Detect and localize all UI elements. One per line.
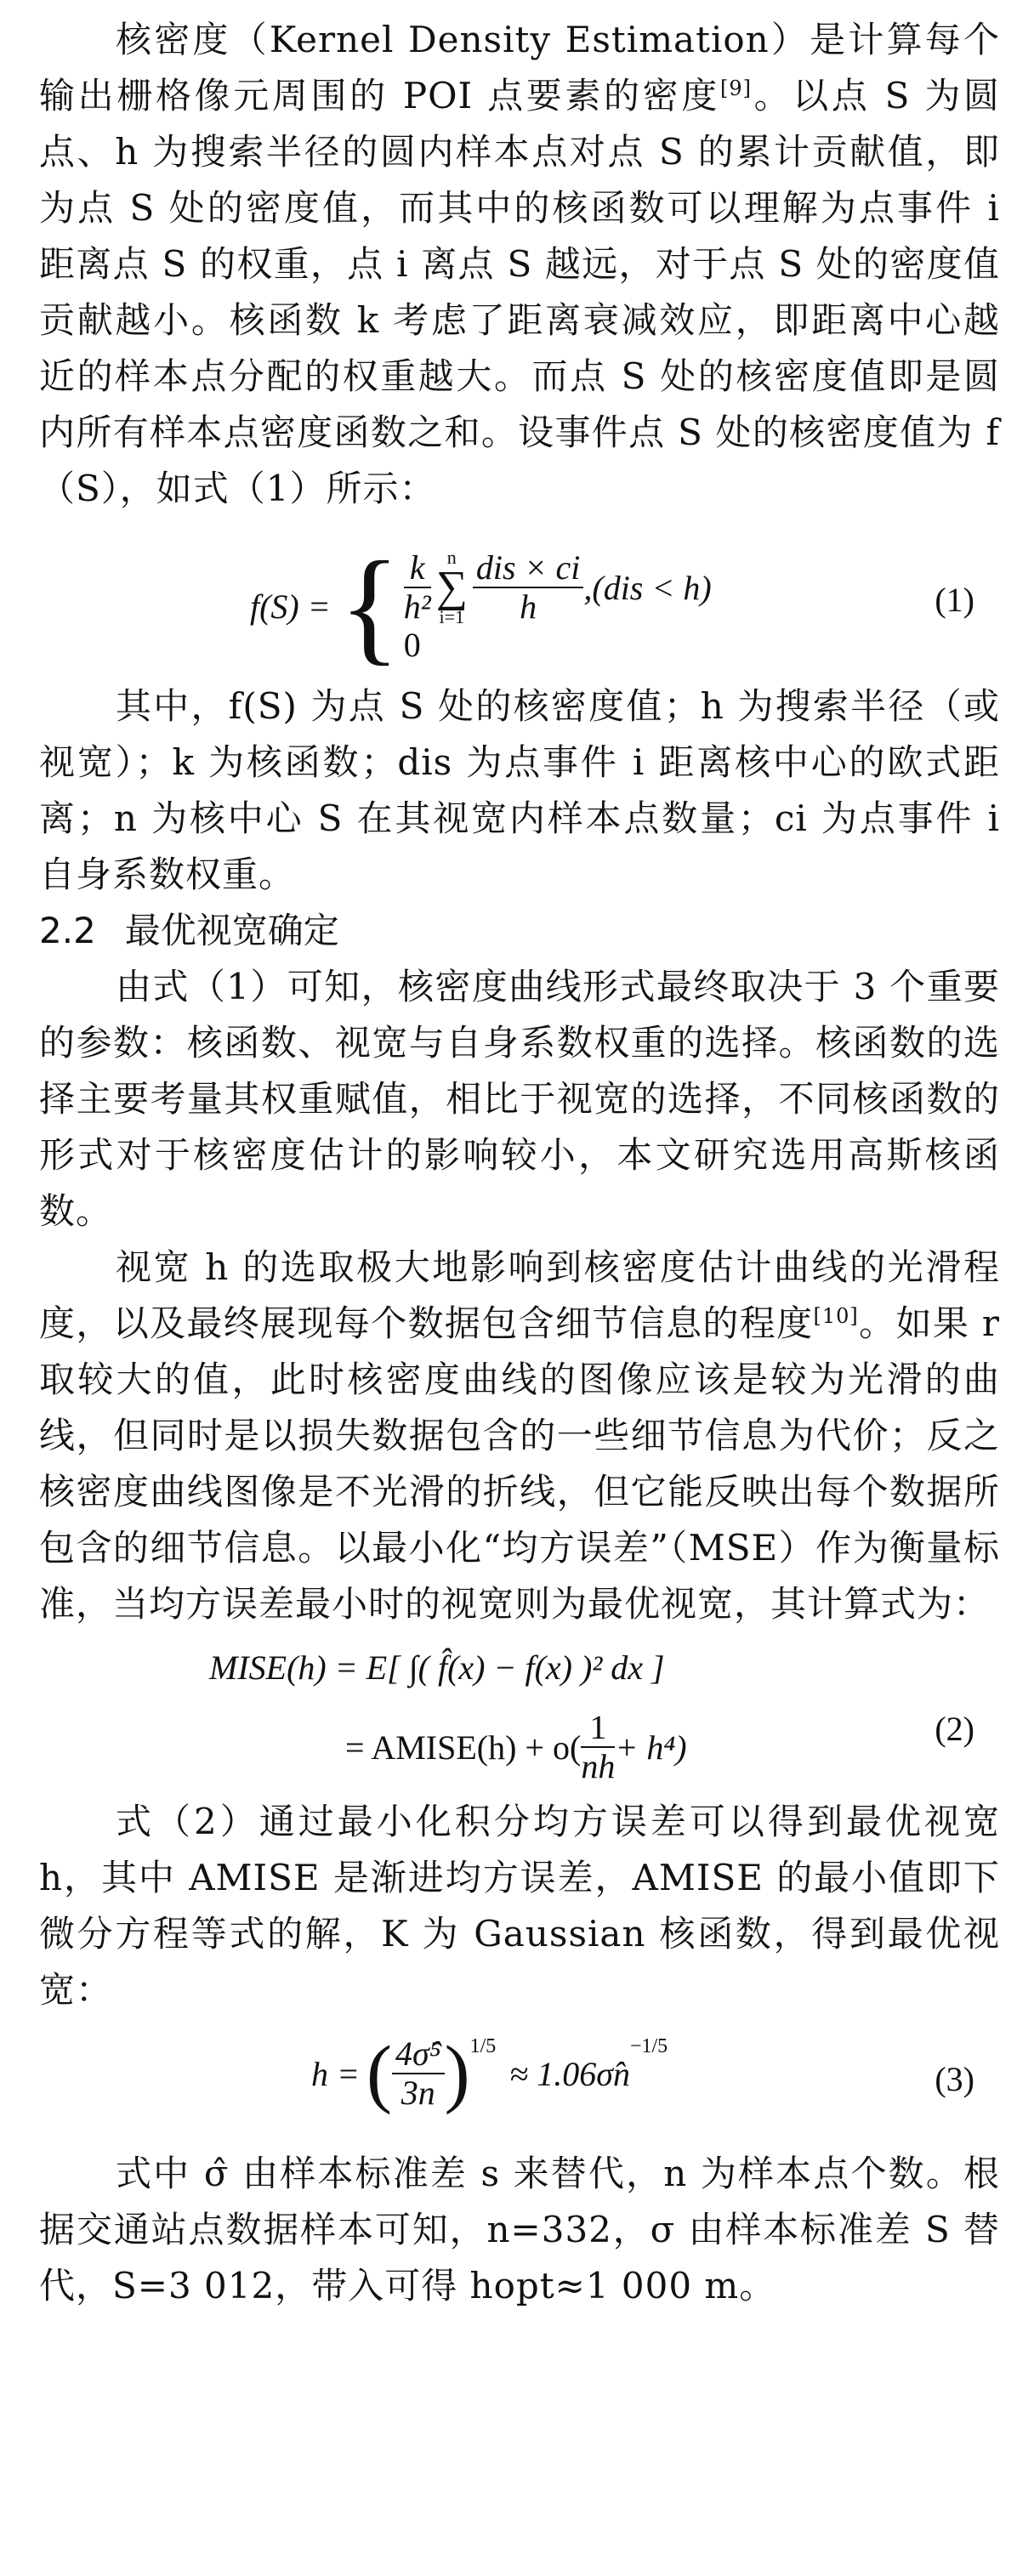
section-heading-2-2 [39, 903, 1000, 959]
eq1-zero-case: 0 [403, 626, 421, 664]
text-kde-intro: 核密度（Kernel Density Estimation）是计算每个输出栅格像元周围的 POI 点要素的密度 [39, 19, 1000, 116]
eq2-line-1: MISE(h) = E[ ∫( f̂(x) − f(x) )² dx ] [209, 1648, 665, 1687]
eq3-rhs-exponent: −1/5 [629, 2035, 668, 2057]
text-kde-definition: 。以点 S 为圆点、h 为搜索半径的圆内样本点对点 S 的累计贡献值，即为点 S 处的密度值，而其中的核函数可以理解为点事件 i 距离点 S 的权重，点 i 离点 S 越远，对于点 S 处的密度值贡献越小。核函数 k 考虑了距离衰减效应，即距离中心越近的样本点分配的权重越大。而点 S 处的核密度值即是圆内所有样本点密度函数之和。设事件点 S 处的核密度值为 f（S），如式（1）所示： [39, 75, 1000, 509]
section-number: 2.2 [39, 910, 96, 951]
equation-3-number: (3) [935, 2060, 974, 2098]
eq3-right-paren: ) [444, 2031, 470, 2115]
citation-9: [9] [719, 77, 752, 100]
eq2-one-over-nh: $\frac{1}{nh}$ [581, 1708, 616, 1785]
equation-3 [39, 2018, 1000, 2146]
eq3-lhs: h = [311, 2054, 360, 2093]
citation-10: [10] [813, 1304, 859, 1328]
paragraph-conclusion: 式中 σ̂ 由样本标准差 s 来替代，n 为样本点个数。根据交通站点数据样本可知，n=332，σ 由样本标准差 S 替代，S=3 012，带入可得 hopt≈1 000 m。 [39, 2153, 1000, 2306]
eq2-h4-term: + h⁴) [615, 1728, 687, 1767]
eq3-fraction: $\frac{\text{4σ̂⁵}}{3n}$ [392, 2035, 445, 2112]
eq3-left-paren: ( [366, 2031, 392, 2115]
eq2-amise: = AMISE(h) + o( [345, 1728, 582, 1767]
equation-2 [39, 1632, 1000, 1794]
eq1-k-over-h2: $\frac{k}{\text{h²}}$ [403, 548, 431, 626]
paragraph-parameters: 由式（1）可知，核密度曲线形式最终取决于 3 个重要的参数：核函数、视宽与自身系数权重的选择。核函数的选择主要考量其权重赋值，相比于视宽的选择，不同核函数的形式对于核密度估计的影响较小，本文研究选用高斯核函数。 [39, 966, 1000, 1232]
text-bandwidth-a: 视宽 h 的选取极大地影响到核密度估计曲线的光滑程度，以及最终展现每个数据包含细节信息的程度 [39, 1246, 1000, 1344]
eq2-line-2 [345, 1709, 687, 1785]
paragraph-eq1-explanation: 其中，f(S) 为点 S 处的核密度值；h 为搜索半径（或视宽）；k 为核函数；dis 为点事件 i 距离核中心的欧式距离；n 为核中心 S 在其视宽内样本点数量；ci 为点事件 i 自身系数权重。 [39, 685, 1000, 895]
paper-page [39, 12, 1000, 2314]
equation-1 [39, 517, 1000, 678]
equation-2-number: (2) [935, 1710, 974, 1748]
eq1-condition: ,(dis < h) [583, 568, 712, 607]
eq1-sum: n ∑ i=1 [435, 547, 468, 627]
eq1-brace: { [338, 536, 401, 677]
eq3-exponent: 1/5 [469, 2035, 497, 2057]
eq1-fraction: $\frac{\text{dis × ci}}{h}$ [473, 549, 584, 626]
text-bandwidth-b: 。如果 r 取较大的值，此时核密度曲线的图像应该是较为光滑的曲线，但同时是以损失数据包含的一些细节信息为代价；反之核密度曲线图像是不光滑的折线，但它能反映出每个数据所包含的细节信息。以最小化“均方误差”（MSE）作为衡量标准，当均方误差最小时的视宽则为最优视宽，其计算式为： [39, 1302, 1000, 1625]
eq1-lhs: f(S) = [250, 587, 331, 626]
paragraph-bandwidth [39, 1240, 1000, 1632]
eq3-rhs: ≈ 1.06σ̂n [509, 2054, 630, 2093]
paragraph-optimal-bandwidth: 式（2）通过最小化积分均方误差可以得到最优视宽 h，其中 AMISE 是渐进均方误差，AMISE 的最小值即下微分方程等式的解，K 为 Gaussian 核函数，得到最优视宽： [39, 1801, 1000, 2011]
equation-1-number: (1) [935, 581, 974, 619]
paragraph-kde-intro [39, 12, 1000, 517]
section-title: 最优视宽确定 [124, 910, 339, 951]
